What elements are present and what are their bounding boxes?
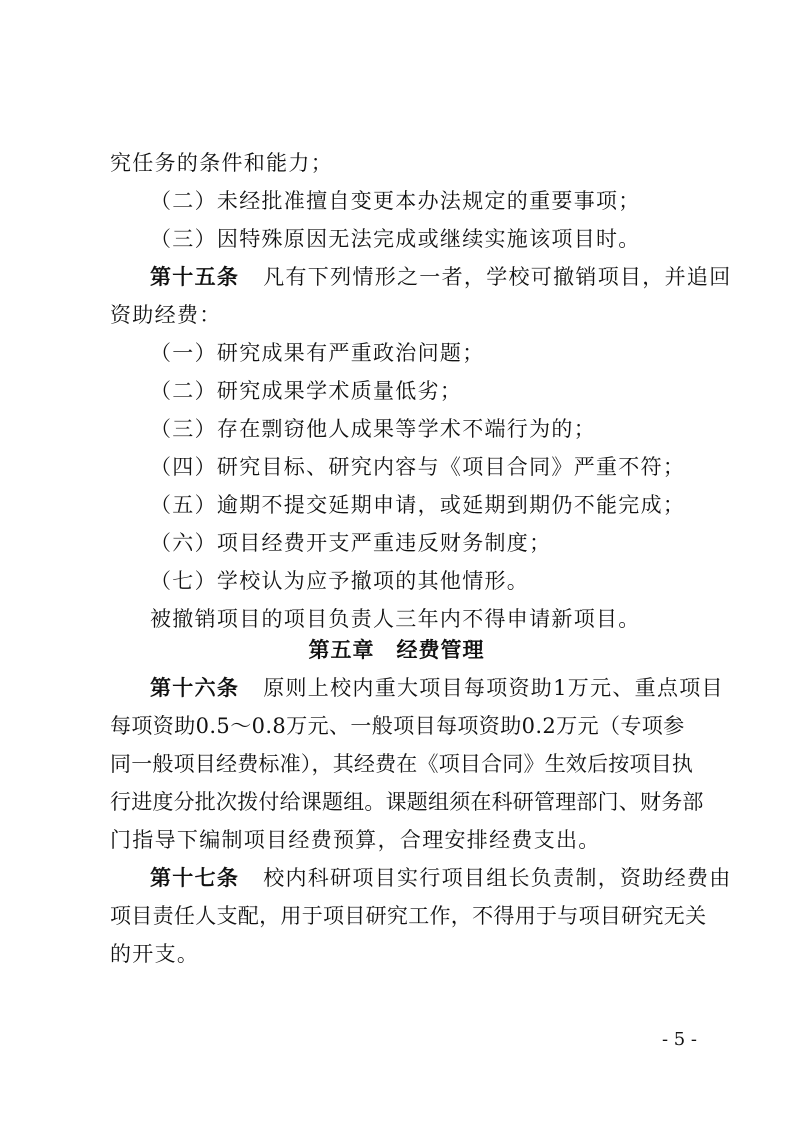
page-number: - 5 - [661, 1029, 697, 1050]
list-item: （二）研究成果学术质量低劣； [150, 379, 463, 403]
text-line: 资助经费： [110, 303, 222, 327]
text-line: 行进度分批次拨付给课题组。课题组须在科研管理部门、财务部 [110, 790, 704, 814]
article-17-text: 校内科研项目实行项目组长负责制，资助经费由 [263, 866, 732, 890]
article-15-text: 凡有下列情形之一者，学校可撤销项目，并追回 [263, 265, 732, 289]
text-line: 项目责任人支配，用于项目研究工作，不得用于与项目研究无关 [110, 904, 707, 928]
chapter-number: 第五章 [308, 638, 375, 662]
list-item: （三）存在剽窃他人成果等学术不端行为的； [150, 417, 596, 441]
article-15-first-line [150, 263, 750, 291]
chapter-heading [0, 636, 793, 664]
article-16-label: 第十六条 [150, 676, 240, 700]
list-item: （六）项目经费开支严重违反财务制度； [150, 531, 552, 555]
text-line: 的开支。 [110, 942, 200, 966]
article-16-text: 原则上校内重大项目每项资助1万元、重点项目 [263, 676, 724, 700]
article-17-label: 第十七条 [150, 866, 240, 890]
list-item: （七）学校认为应予撤项的其他情形。 [150, 569, 530, 593]
text-line: 每项资助0.5～0.8万元、一般项目每项资助0.2万元（专项参 [110, 714, 685, 738]
text-line: （二）未经批准擅自变更本办法规定的重要事项； [150, 189, 641, 213]
article-17-first-line [150, 864, 750, 892]
text-line: 究任务的条件和能力； [110, 151, 333, 175]
article-16-first-line [150, 674, 750, 702]
text-line: 同一般项目经费标准），其经费在《项目合同》生效后按项目执 [110, 752, 694, 776]
text-line: 被撤销项目的项目负责人三年内不得申请新项目。 [150, 607, 641, 631]
list-item: （四）研究目标、研究内容与《项目合同》严重不符； [150, 455, 686, 479]
chapter-title: 经费管理 [396, 638, 485, 662]
text-line: 门指导下编制项目经费预算，合理安排经费支出。 [110, 828, 601, 852]
list-item: （五）逾期不提交延期申请，或延期到期仍不能完成； [150, 493, 686, 517]
article-15-label: 第十五条 [150, 265, 240, 289]
text-line: （三）因特殊原因无法完成或继续实施该项目时。 [150, 227, 641, 251]
list-item: （一）研究成果有严重政治问题； [150, 341, 485, 365]
